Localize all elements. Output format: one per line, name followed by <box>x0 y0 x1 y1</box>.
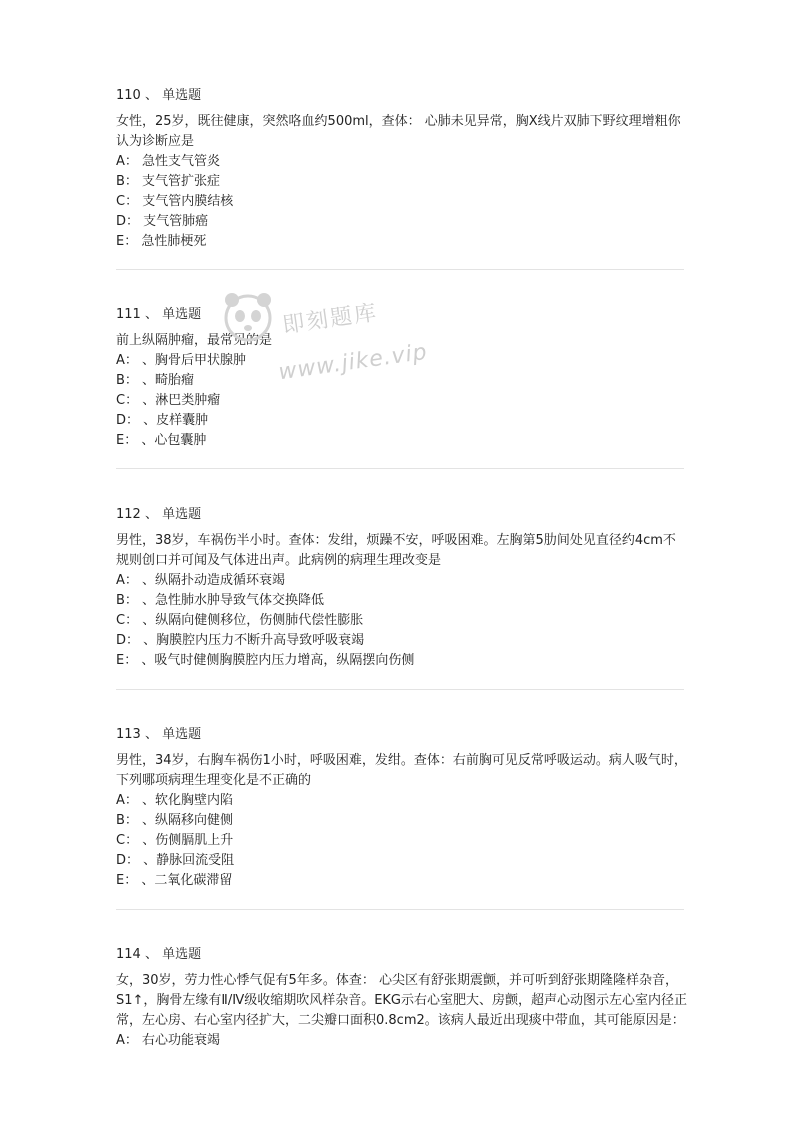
question-110 <box>116 86 688 252</box>
option-a: A： 急性支气管炎 <box>116 154 221 169</box>
option-d: D： 、静脉回流受阻 <box>116 853 235 868</box>
question-header: 111 、 单选题 <box>116 307 202 322</box>
option-c: C： 、伤侧膈肌上升 <box>116 833 234 848</box>
option-a: A： 、胸骨后甲状腺肿 <box>116 353 247 368</box>
option-e: E： 急性肺梗死 <box>116 234 207 249</box>
question-header: 110 、 单选题 <box>116 88 202 103</box>
option-d: D： 支气管肺癌 <box>116 214 209 229</box>
divider <box>116 269 684 270</box>
question-stem: 前上纵隔肿瘤，最常见的是 <box>116 333 273 348</box>
question-114 <box>116 945 688 1051</box>
question-stem: 男性，38岁，车祸伤半小时。查体：发绀，烦躁不安，呼吸困难。左胸第5肋间处见直径约4cm不规则创口并可闻及气体进出声。此病例的病理生理改变是 <box>116 533 676 568</box>
watermark-url: www.jike.vip <box>276 339 430 386</box>
question-stem: 女，30岁，劳力性心悸气促有5年多。体查： 心尖区有舒张期震颤，并可听到舒张期隆隆样杂音，S1↑，胸骨左缘有Ⅱ/Ⅳ级收缩期吹风样杂音。EKG示右心室肥大、房颤，超声心动图示左心室内径正常，左心房、右心室内径扩大，二尖瓣口面积0.8cm2。该病人最近出现痰中带血，其可能原因是： <box>116 973 688 1028</box>
option-c: C： 、淋巴类肿瘤 <box>116 393 221 408</box>
divider <box>116 468 684 469</box>
option-c: C： 支气管内膜结核 <box>116 194 234 209</box>
option-b: B： 、急性肺水肿导致气体交换降低 <box>116 593 325 608</box>
question-header: 112 、 单选题 <box>116 507 202 522</box>
question-stem: 男性，34岁，右胸车祸伤1小时，呼吸困难，发绀。查体：右前胸可见反常呼吸运动。病人吸气时，下列哪项病理生理变化是不正确的 <box>116 753 687 788</box>
option-e: E： 、二氧化碳滞留 <box>116 873 233 888</box>
option-e: E： 、心包囊肿 <box>116 433 207 448</box>
divider <box>116 909 684 910</box>
divider <box>116 689 684 690</box>
option-d: D： 、胸膜腔内压力不断升高导致呼吸衰竭 <box>116 633 365 648</box>
question-113 <box>116 725 688 891</box>
option-a: A： 、纵隔扑动造成循环衰竭 <box>116 573 286 588</box>
option-b: B： 支气管扩张症 <box>116 174 221 189</box>
option-a: A： 、软化胸壁内陷 <box>116 793 234 808</box>
option-c: C： 、纵隔向健侧移位，伤侧肺代偿性膨胀 <box>116 613 364 628</box>
option-a: A： 右心功能衰竭 <box>116 1033 221 1048</box>
watermark-brand: 即刻题库 <box>281 300 380 339</box>
question-stem: 女性，25岁，既往健康，突然咯血约500ml，查体： 心肺未见异常，胸X线片双肺下野纹理增粗你认为诊断应是 <box>116 114 681 149</box>
option-e: E： 、吸气时健侧胸膜腔内压力增高，纵隔摆向伤侧 <box>116 653 415 668</box>
option-b: B： 、纵隔移向健侧 <box>116 813 234 828</box>
option-b: B： 、畸胎瘤 <box>116 373 195 388</box>
question-header: 113 、 单选题 <box>116 727 202 742</box>
option-d: D： 、皮样囊肿 <box>116 413 209 428</box>
question-111 <box>116 305 688 451</box>
question-header: 114 、 单选题 <box>116 947 202 962</box>
question-112 <box>116 505 688 671</box>
